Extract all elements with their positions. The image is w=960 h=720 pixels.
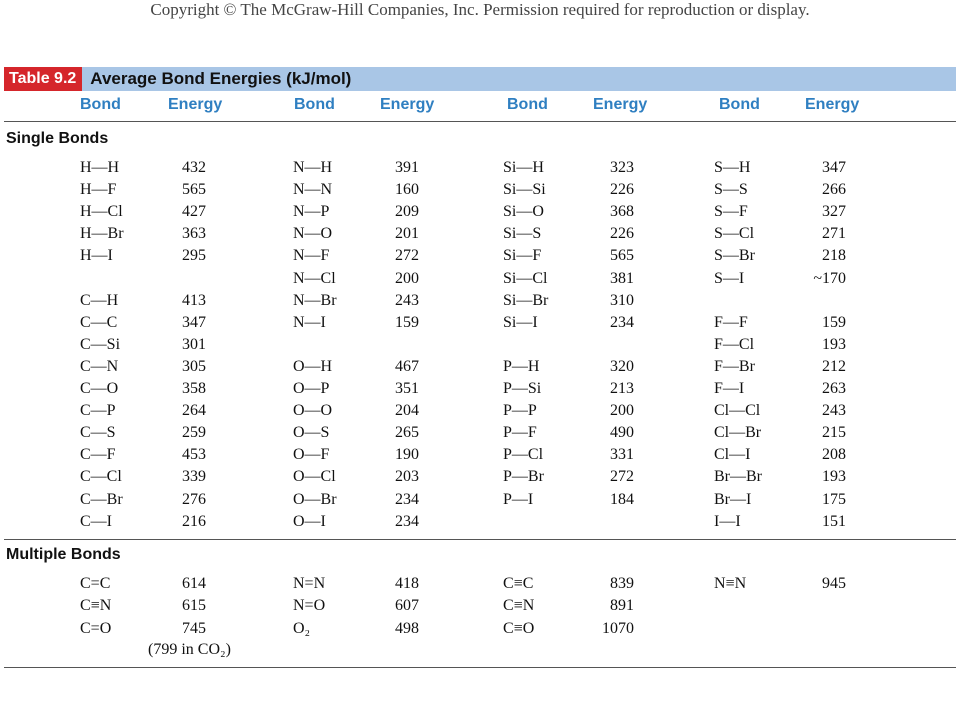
bond-energy-value: 160 (395, 181, 419, 199)
bond-energy-value: 363 (182, 225, 206, 243)
bond-label: Cl—Br (714, 424, 762, 442)
bond-label: N—Br (293, 291, 337, 309)
bond-label: P—P (503, 402, 537, 420)
bond-label: P—F (503, 424, 537, 442)
bond-label: P—I (503, 490, 534, 508)
bond-label: N—I (293, 313, 326, 331)
bond-label: Si—I (503, 313, 538, 331)
bond-label: Cl—I (714, 446, 751, 464)
bond-label: F—Cl (714, 335, 755, 353)
bond-label: N≡N (714, 575, 747, 592)
bond-label: O—H (293, 357, 333, 375)
bond-label: C—I (80, 512, 112, 530)
bond-energy-value: 347 (822, 159, 846, 176)
bond-label: C—O (80, 380, 119, 397)
bond-label: C≡O (503, 619, 535, 637)
bond-label: C—F (80, 446, 116, 464)
bond-energy-value: 368 (610, 203, 634, 221)
bond-energy-value: 200 (395, 269, 419, 287)
bond-energy-value: 745 (182, 619, 206, 637)
bond-energy-value: 347 (182, 313, 206, 331)
bond-energy-value: 184 (610, 490, 634, 508)
header-bond-3: Bond (507, 96, 548, 113)
bond-energy-value: 358 (182, 380, 206, 397)
header-energy-1: Energy (168, 96, 223, 113)
bond-label: F—F (714, 313, 748, 331)
bond-label: C—Si (80, 335, 121, 353)
bond-label: H—F (80, 181, 117, 199)
bond-label: C≡N (80, 597, 112, 615)
bond-label: C—C (80, 313, 118, 331)
bond-label: O—Cl (293, 468, 336, 486)
bond-energy-value: 243 (395, 291, 419, 309)
bond-energy-value: 320 (610, 357, 634, 375)
copyright-notice: Copyright © The McGraw-Hill Companies, Inc. Permission required for reproduction or display. (150, 0, 810, 19)
section-multiple-bonds: Multiple Bonds (6, 546, 121, 563)
table-bottom-rule (4, 667, 956, 668)
bond-energy-value: 234 (395, 490, 419, 508)
bond-energy-value: 203 (395, 468, 419, 486)
bond-energy-value: 276 (182, 490, 206, 508)
bond-energy-value: 193 (822, 468, 846, 486)
bond-label: F—Br (714, 357, 755, 375)
bond-energy-value: 216 (182, 512, 206, 530)
bond-energy-value: 413 (182, 291, 206, 309)
bond-energy-value: 265 (395, 424, 419, 442)
bond-label: N—O (293, 225, 333, 243)
bond-label: F—I (714, 380, 745, 397)
bond-energy-value: 234 (395, 512, 419, 530)
bond-energy-value: 615 (182, 597, 206, 615)
bond-label: N=O (293, 597, 326, 615)
bond-energy-value: 945 (822, 575, 846, 592)
bond-energy-value: 159 (395, 313, 419, 331)
bond-energy-value: 295 (182, 247, 206, 265)
table-title: Average Bond Energies (kJ/mol) (90, 69, 352, 88)
bond-energy-value: 607 (395, 597, 419, 615)
bond-energy-value: 218 (822, 247, 846, 265)
bond-energy-value: 839 (610, 575, 634, 592)
column-headers (4, 91, 956, 122)
co2-note: (799 in CO₂) (148, 641, 231, 658)
bond-label: H—Cl (80, 203, 123, 221)
bond-energy-value: 151 (822, 512, 846, 530)
bond-label: Cl—Cl (714, 402, 761, 420)
bond-energy-value: 266 (822, 181, 846, 199)
bond-energy-value: 204 (395, 402, 419, 420)
table-title-bar (4, 67, 956, 91)
bond-energy-value: 498 (395, 619, 419, 637)
bond-label: C—N (80, 357, 119, 375)
bond-energy-value: 271 (822, 225, 846, 243)
bond-energy-value: 351 (395, 380, 419, 397)
bond-energy-value: 259 (182, 424, 206, 442)
header-bond-4: Bond (719, 96, 760, 113)
bond-label: N—N (293, 181, 333, 199)
bond-energy-value: 614 (182, 575, 206, 592)
section-divider (4, 539, 956, 540)
bond-label: Si—Si (503, 181, 546, 199)
bond-label: Si—O (503, 203, 544, 221)
bond-label: H—H (80, 159, 120, 176)
bond-energy-value: 391 (395, 159, 419, 176)
bond-label: S—S (714, 181, 748, 199)
table-number: Table 9.2 (4, 67, 82, 91)
section-single-bonds: Single Bonds (6, 130, 109, 147)
bond-label: Br—Br (714, 468, 762, 486)
bond-label: Si—S (503, 225, 542, 243)
bond-label: O—P (293, 380, 330, 397)
bond-label: S—Cl (714, 225, 755, 243)
bond-energy-value: 190 (395, 446, 419, 464)
bond-label: Br—I (714, 490, 752, 508)
bond-energy-value: 193 (822, 335, 846, 353)
bond-energy-value: 264 (182, 402, 206, 420)
header-energy-3: Energy (593, 96, 648, 113)
bond-label: C—H (80, 291, 119, 309)
header-energy-4: Energy (805, 96, 860, 113)
bond-label: P—Br (503, 468, 544, 486)
bond-energy-value: 891 (610, 597, 634, 615)
header-bond-1: Bond (80, 96, 121, 113)
bond-energy-value: 213 (610, 380, 634, 397)
bond-label: H—I (80, 247, 113, 265)
bond-label: S—H (714, 159, 751, 176)
bond-energy-value: 381 (610, 269, 634, 287)
bond-energy-value: 226 (610, 181, 634, 199)
bond-energy-value: 212 (822, 357, 846, 375)
bond-energy-value: 331 (610, 446, 634, 464)
bond-energy-value: 490 (610, 424, 634, 442)
bond-energy-value: 323 (610, 159, 634, 176)
bond-energy-value: 243 (822, 402, 846, 420)
bond-label: S—I (714, 269, 745, 287)
bond-energy-value: 427 (182, 203, 206, 221)
bond-energy-value: 159 (822, 313, 846, 331)
bond-label: P—Cl (503, 446, 544, 464)
bond-label: C≡N (503, 597, 535, 615)
bond-energy-value: 1070 (602, 619, 634, 637)
bond-label: S—Br (714, 247, 755, 265)
bond-label: O—I (293, 512, 326, 530)
bond-label: C=O (80, 619, 112, 637)
bond-energy-value: 208 (822, 446, 846, 464)
bond-energy-value: 305 (182, 357, 206, 375)
bond-energy-value: 263 (822, 380, 846, 397)
bond-label: O—O (293, 402, 333, 420)
bond-label: O—F (293, 446, 330, 464)
bond-label: N—P (293, 203, 330, 221)
bond-energy-value: 310 (610, 291, 634, 309)
bond-energy-value: 272 (395, 247, 419, 265)
bond-label: C—Br (80, 490, 123, 508)
header-bond-2: Bond (294, 96, 335, 113)
bond-label: Si—Br (503, 291, 549, 309)
bond-energy-value: 215 (822, 424, 846, 442)
bond-label: O—S (293, 424, 330, 442)
bond-energy-value: 565 (610, 247, 634, 265)
bond-energy-value: 272 (610, 468, 634, 486)
bond-label: N—Cl (293, 269, 336, 287)
bond-label: I—I (714, 512, 741, 530)
bond-label: S—F (714, 203, 748, 221)
bond-energy-value: ~170 (813, 269, 846, 287)
header-energy-2: Energy (380, 96, 435, 113)
bond-energy-value: 432 (182, 159, 206, 176)
bond-energy-value: 453 (182, 446, 206, 464)
bond-label: P—H (503, 357, 540, 375)
bond-label: C—S (80, 424, 116, 442)
bond-energy-value: 234 (610, 313, 634, 331)
bond-label: O—Br (293, 490, 337, 508)
bond-label: Si—H (503, 159, 544, 176)
bond-energy-value: 200 (610, 402, 634, 420)
bond-energy-value: 565 (182, 181, 206, 199)
bond-energy-value: 418 (395, 575, 419, 592)
bond-label: P—Si (503, 380, 542, 397)
bond-label: C=C (80, 575, 111, 592)
bond-energy-value: 327 (822, 203, 846, 221)
bond-label: N—H (293, 159, 333, 176)
bond-label: H—Br (80, 225, 124, 243)
bond-energy-value: 175 (822, 490, 846, 508)
bond-label: N—F (293, 247, 330, 265)
bond-label: C≡C (503, 575, 534, 592)
bond-energy-value: 226 (610, 225, 634, 243)
bond-energy-value: 201 (395, 225, 419, 243)
bond-energy-value: 467 (395, 357, 419, 375)
bond-label: C—Cl (80, 468, 122, 486)
bond-energy-value: 301 (182, 335, 206, 353)
bond-label: O₂ (293, 619, 311, 637)
bond-energy-value: 339 (182, 468, 206, 486)
bond-label: Si—Cl (503, 269, 548, 287)
bond-label: C—P (80, 402, 116, 420)
bond-label: N=N (293, 575, 326, 592)
bond-label: Si—F (503, 247, 542, 265)
bond-energy-value: 209 (395, 203, 419, 221)
